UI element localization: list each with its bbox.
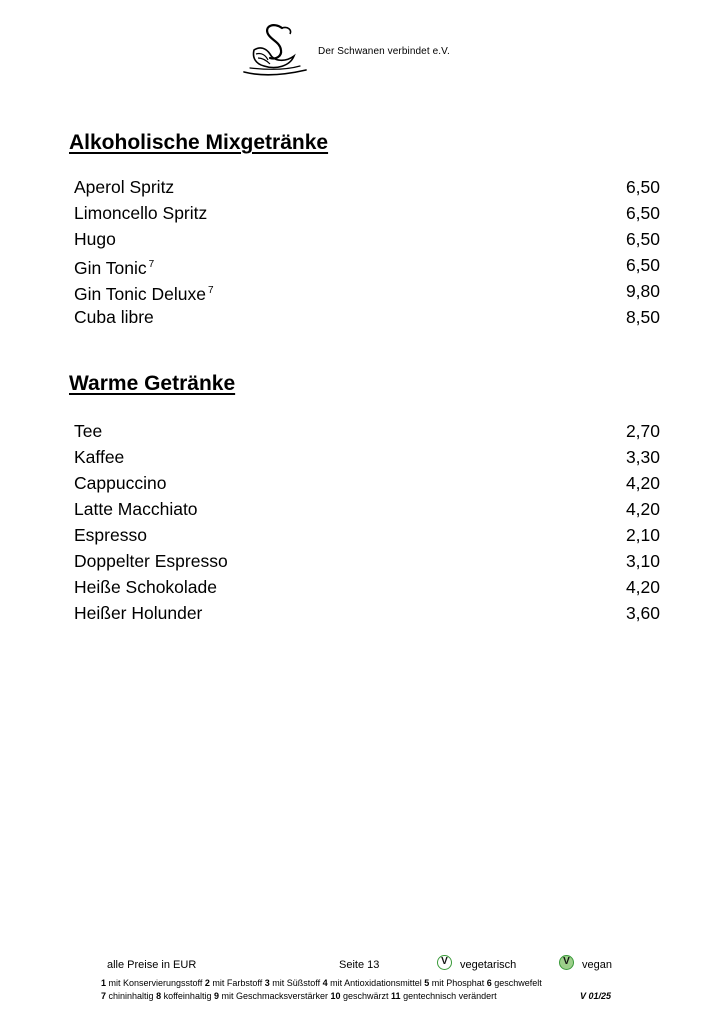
item-price: 6,50 <box>625 255 660 275</box>
item-price: 4,20 <box>625 499 660 519</box>
list-item <box>74 444 660 470</box>
item-name: Aperol Spritz <box>74 177 175 197</box>
list-item <box>74 470 660 496</box>
item-name: Limoncello Spritz <box>74 203 208 223</box>
item-name: Gin Tonic Deluxe $^7$ <box>74 284 214 304</box>
item-price: 2,70 <box>625 421 660 441</box>
page-header <box>240 20 500 84</box>
item-price: 3,60 <box>625 603 660 623</box>
item-price: 9,80 <box>625 281 660 301</box>
item-name: Cappuccino <box>74 473 167 493</box>
page-number: Seite 13 <box>339 959 380 971</box>
list-item <box>74 304 660 330</box>
item-name: Gin Tonic $^7$ <box>74 258 155 278</box>
list-item <box>74 600 660 626</box>
item-list-hot-drinks <box>74 418 660 626</box>
item-name: Latte Macchiato <box>74 499 198 519</box>
list-item <box>74 496 660 522</box>
item-price: 4,20 <box>625 577 660 597</box>
vegan-label: vegan <box>582 959 612 971</box>
item-name: Doppelter Espresso <box>74 551 228 571</box>
list-item <box>74 278 660 304</box>
item-name: Heißer Holunder <box>74 603 203 623</box>
item-name: Heiße Schokolade <box>74 577 217 597</box>
list-item <box>74 574 660 600</box>
item-price: 6,50 <box>625 229 660 249</box>
list-item <box>74 522 660 548</box>
item-price: 2,10 <box>625 525 660 545</box>
item-price: 8,50 <box>625 307 660 327</box>
section-title-hot-drinks: Warme Getränke <box>69 372 236 395</box>
item-price: 3,30 <box>625 447 660 467</box>
additives-legend-line-1: 1 mit Konservierungsstoff 2 mit Farbstoff 3 mit Süßstoff 4 mit Antioxidationsmittel 5 mit Phosphat 6 geschwefelt <box>101 978 542 988</box>
item-price: 6,50 <box>625 203 660 223</box>
item-name: Espresso <box>74 525 147 545</box>
version-label: V 01/25 <box>580 991 612 1001</box>
vegetarian-label: vegetarisch <box>460 959 517 971</box>
item-list-mixed-drinks <box>74 174 660 330</box>
additives-legend-line-2: 7 chininhaltig 8 koffeinhaltig 9 mit Geschmacksverstärker 10 geschwärzt 11 gentechnisch verändert <box>101 991 497 1001</box>
vegan-icon: V <box>559 955 574 970</box>
swan-logo-icon <box>240 20 320 82</box>
allergen-superscript: 7 <box>207 285 214 296</box>
item-name: Kaffee <box>74 447 125 467</box>
list-item <box>74 226 660 252</box>
item-price: 3,10 <box>625 551 660 571</box>
item-name: Tee <box>74 421 103 441</box>
org-name: Der Schwanen verbindet e.V. <box>318 46 450 57</box>
currency-note: alle Preise in EUR <box>107 959 197 971</box>
vegetarian-icon: V <box>437 955 452 970</box>
footer <box>0 955 721 975</box>
item-price: 4,20 <box>625 473 660 493</box>
item-name: Cuba libre <box>74 307 154 327</box>
list-item <box>74 418 660 444</box>
list-item <box>74 548 660 574</box>
section-title-mixed-drinks: Alkoholische Mixgetränke <box>69 131 329 154</box>
item-name: Hugo <box>74 229 116 249</box>
list-item <box>74 174 660 200</box>
allergen-superscript: 7 <box>148 259 155 270</box>
list-item <box>74 252 660 278</box>
list-item <box>74 200 660 226</box>
item-price: 6,50 <box>625 177 660 197</box>
